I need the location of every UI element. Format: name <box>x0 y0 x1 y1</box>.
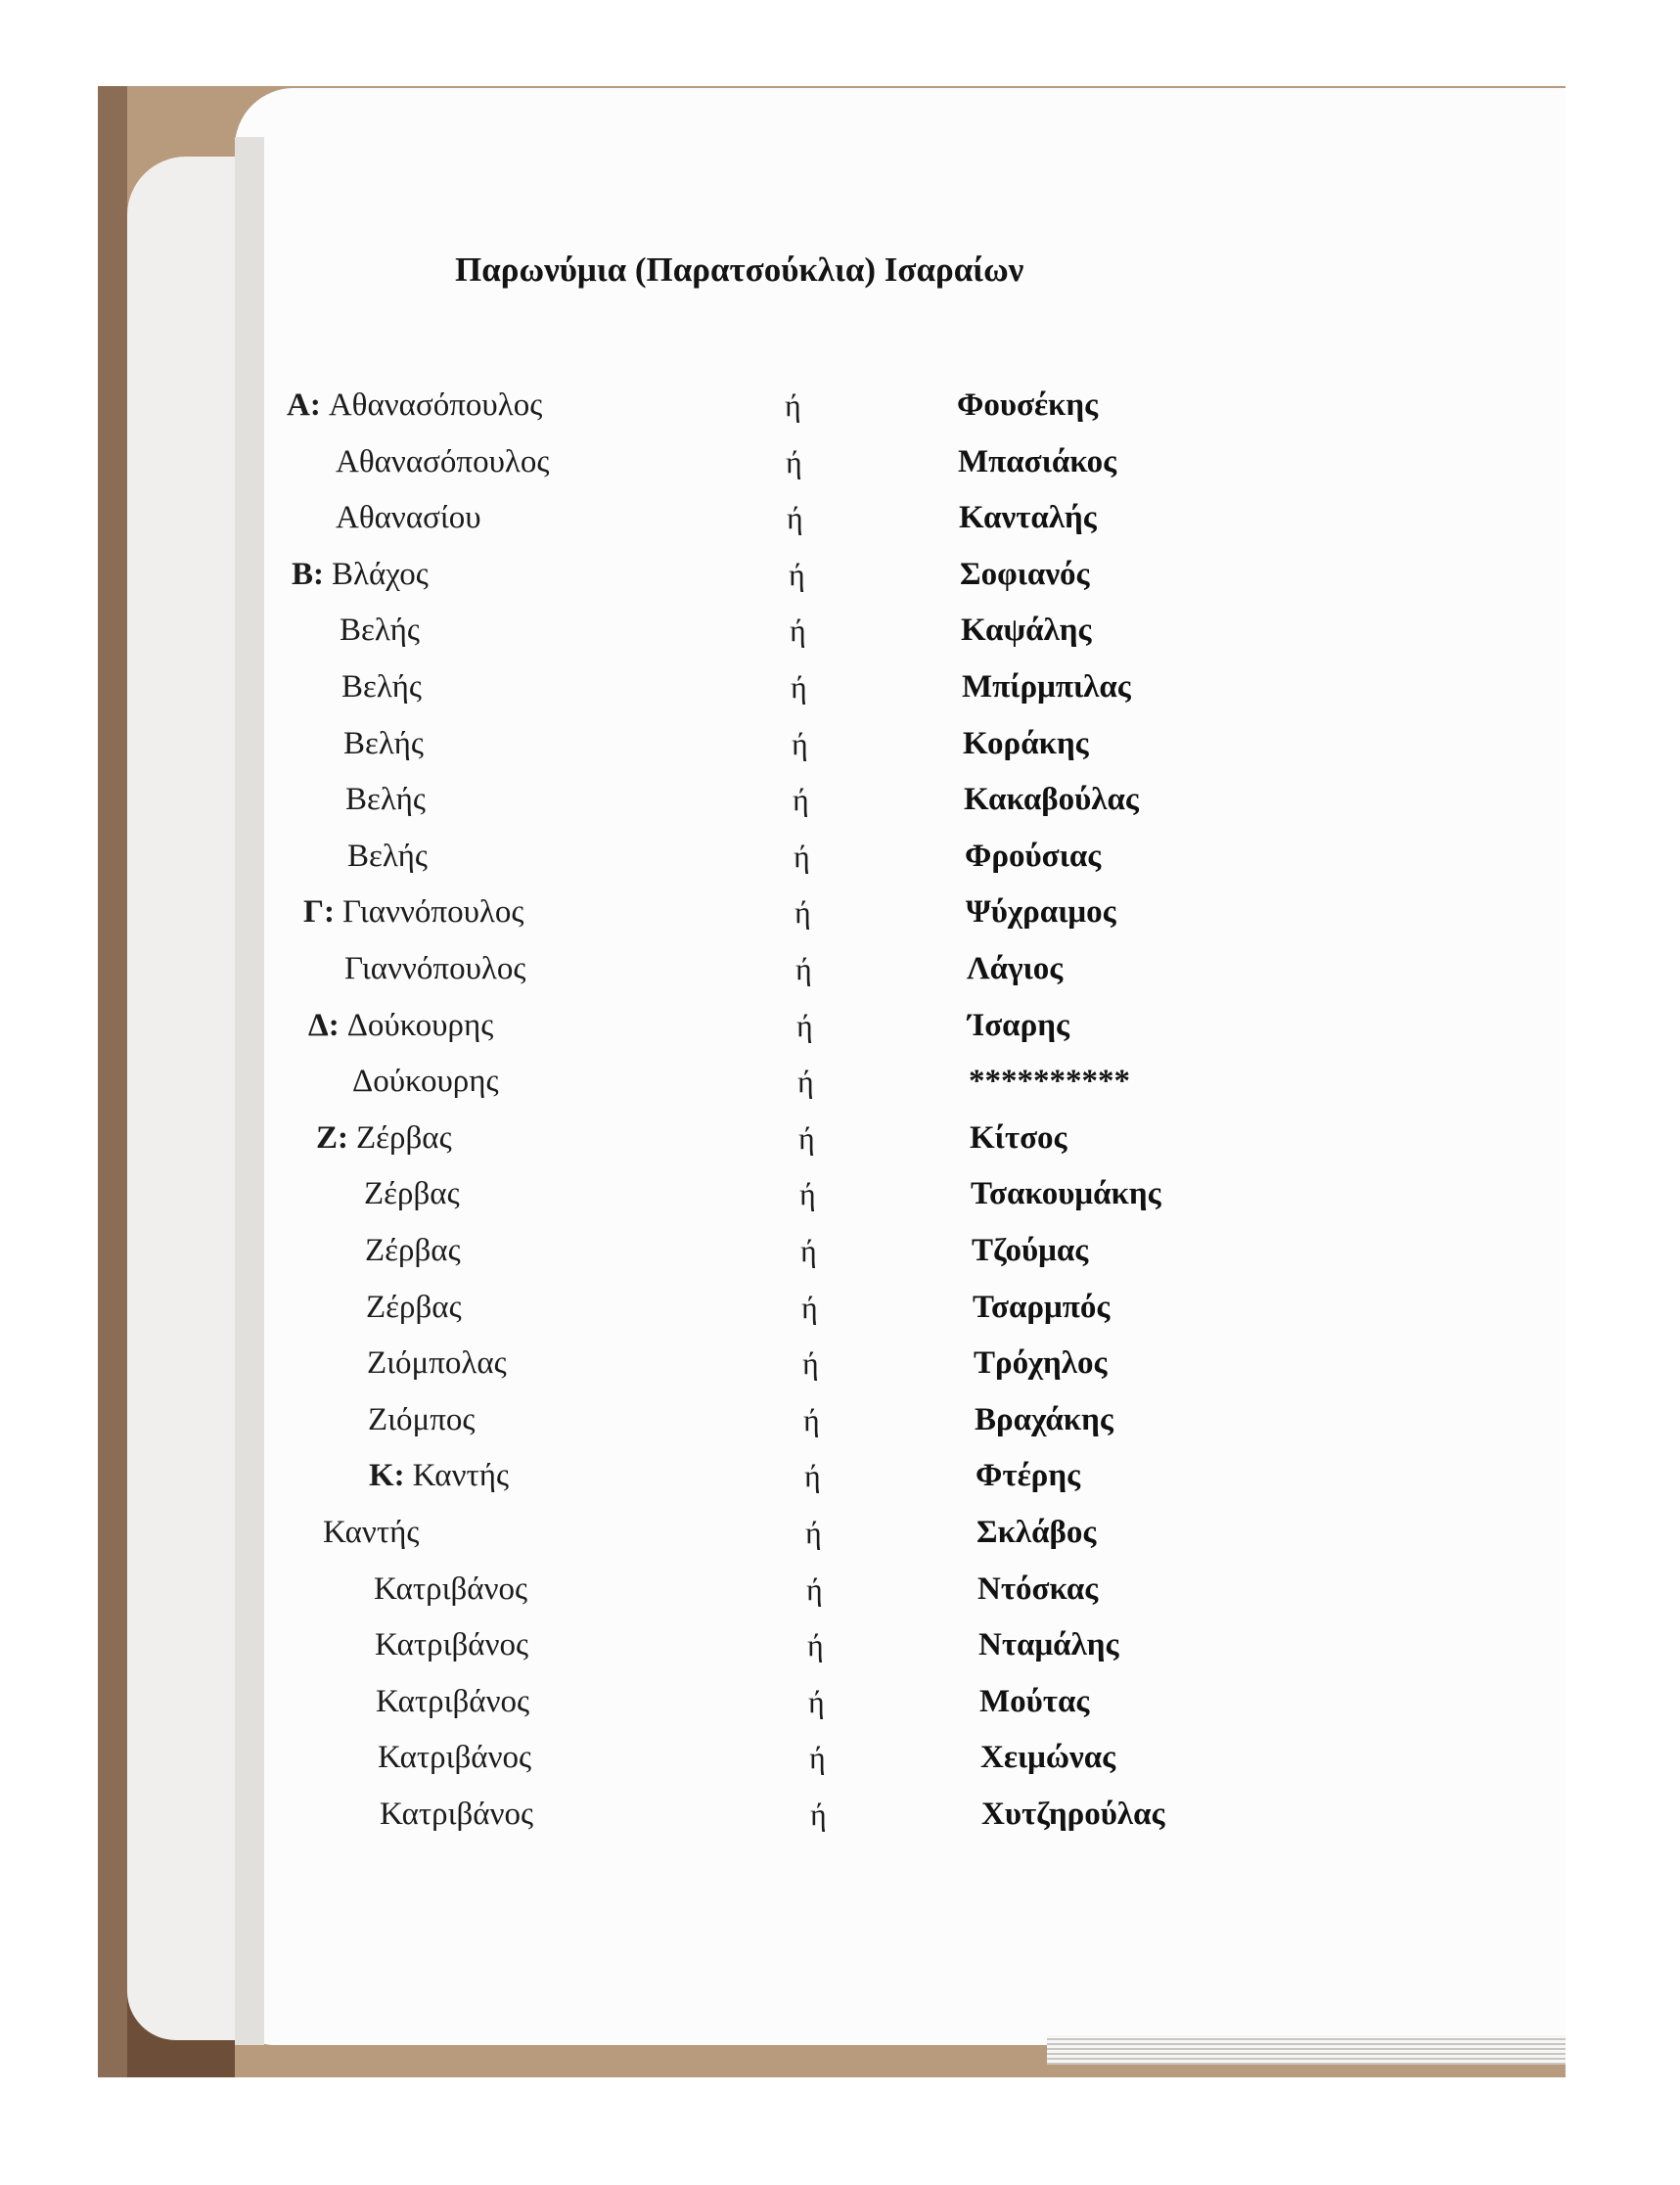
or-separator: ή <box>785 387 801 423</box>
surname: Βλάχος <box>332 556 429 592</box>
surname: Κατριβάνος <box>378 1740 532 1776</box>
surname: Γιαννόπουλος <box>344 951 526 986</box>
nickname: Τσακουμάκης <box>971 1176 1161 1212</box>
surname: Ζέρβας <box>356 1119 452 1156</box>
surname: Γιαννόπουλος <box>342 894 524 931</box>
nickname: Κακαβούλας <box>964 782 1139 818</box>
or-separator: ή <box>797 1064 814 1100</box>
or-separator: ή <box>807 1627 824 1663</box>
or-separator: ή <box>806 1570 823 1607</box>
surname: Βελής <box>341 669 422 705</box>
section-letter: Δ: <box>308 1007 340 1043</box>
nickname: Κίτσος <box>970 1119 1067 1156</box>
surname: Καντής <box>323 1515 420 1550</box>
or-separator: ή <box>794 838 810 874</box>
surname: Βελής <box>343 725 424 761</box>
or-separator: ή <box>805 1515 822 1550</box>
surname-cell <box>287 387 542 424</box>
nickname: Μούτας <box>979 1683 1090 1719</box>
table-row <box>0 387 1680 434</box>
surname-cell <box>336 444 550 480</box>
nickname: Λάγιος <box>967 951 1064 986</box>
section-letter: Κ: <box>369 1458 405 1494</box>
surname-cell <box>380 1797 533 1833</box>
or-separator: ή <box>787 500 803 536</box>
nickname: Νταμάλης <box>978 1627 1119 1663</box>
nickname: Σκλάβος <box>976 1515 1097 1550</box>
surname-cell <box>368 1402 475 1438</box>
surname-cell <box>366 1290 462 1326</box>
surname-cell <box>374 1571 527 1608</box>
section-letter: Α: <box>287 387 321 423</box>
surname: Ζιόμπολας <box>367 1345 507 1382</box>
table-row <box>0 782 1680 829</box>
surname: Αθανασίου <box>336 500 481 536</box>
surname: Βελής <box>347 838 428 874</box>
table-row <box>0 1797 1680 1844</box>
table-row <box>0 669 1680 716</box>
surname-cell <box>303 894 524 931</box>
surname-cell <box>340 613 420 649</box>
surname: Δούκουρης <box>352 1064 499 1100</box>
nickname: Ίσαρης <box>968 1007 1069 1043</box>
section-letter: Γ: <box>303 894 335 931</box>
or-separator: ή <box>808 1683 825 1719</box>
table-row <box>0 1458 1680 1505</box>
surname: Ζιόμπος <box>368 1401 476 1437</box>
surname-cell <box>292 557 429 593</box>
surname: Ζέρβας <box>366 1289 462 1325</box>
nickname: Σοφιανός <box>960 556 1090 592</box>
nickname: Ντόσκας <box>977 1570 1099 1607</box>
table-row <box>0 1627 1680 1674</box>
section-letter: Ζ: <box>316 1119 348 1156</box>
surname-cell <box>316 1120 452 1157</box>
surname-cell <box>345 782 426 818</box>
surname: Δούκουρης <box>346 1007 494 1043</box>
table-row <box>0 1515 1680 1562</box>
nickname: Μπασιάκος <box>958 443 1117 479</box>
nickname: Χυτζηρούλας <box>981 1797 1165 1832</box>
table-row <box>0 839 1680 886</box>
surname: Βελής <box>340 613 420 649</box>
table-row <box>0 1571 1680 1618</box>
surname: Ζέρβας <box>364 1176 460 1212</box>
surname-cell <box>375 1627 528 1663</box>
nickname: Μπίρμπιλας <box>962 669 1131 705</box>
table-row <box>0 557 1680 604</box>
or-separator: ή <box>792 725 808 761</box>
or-separator: ή <box>801 1289 818 1325</box>
nickname: Καψάλης <box>961 613 1092 649</box>
surname-cell <box>343 726 424 762</box>
or-separator: ή <box>798 1119 815 1156</box>
surname: Καντής <box>412 1458 510 1494</box>
surname-cell <box>369 1458 509 1494</box>
table-row <box>0 1233 1680 1280</box>
or-separator: ή <box>796 1007 813 1043</box>
table-row <box>0 444 1680 491</box>
page-title: Παρωνύμια (Παρατσούκλια) Ισαραίων <box>455 250 1024 289</box>
nickname: Ψύχραιμος <box>966 894 1116 931</box>
surname-cell <box>323 1515 419 1551</box>
surname: Αθανασόπουλος <box>328 387 543 423</box>
surname-cell <box>352 1064 499 1100</box>
or-separator: ή <box>793 782 809 818</box>
surname-cell <box>364 1176 460 1212</box>
nickname: ********** <box>969 1064 1130 1100</box>
table-row <box>0 1008 1680 1055</box>
or-separator: ή <box>803 1401 820 1437</box>
nickname: Φρούσιας <box>965 838 1102 874</box>
nickname: Τσαρμπός <box>973 1289 1111 1325</box>
surname: Κατριβάνος <box>376 1683 530 1719</box>
or-separator: ή <box>791 669 807 705</box>
table-row <box>0 951 1680 998</box>
or-separator: ή <box>802 1345 819 1382</box>
or-separator: ή <box>786 443 802 479</box>
or-separator: ή <box>804 1458 821 1494</box>
or-separator: ή <box>810 1797 827 1832</box>
nickname: Βραχάκης <box>975 1401 1113 1437</box>
table-row <box>0 1402 1680 1449</box>
table-row <box>0 1684 1680 1731</box>
surname-cell <box>336 500 481 536</box>
surname-cell <box>367 1345 507 1382</box>
nickname: Χειμώνας <box>980 1740 1116 1776</box>
nickname: Κοράκης <box>963 725 1089 761</box>
surname: Κατριβάνος <box>380 1797 534 1832</box>
nickname: Φτέρης <box>976 1458 1080 1494</box>
table-row <box>0 1345 1680 1392</box>
table-row <box>0 1290 1680 1337</box>
table-row <box>0 894 1680 941</box>
surname-cell <box>308 1008 493 1044</box>
table-row <box>0 1064 1680 1111</box>
surname: Ζέρβας <box>365 1233 461 1268</box>
nickname: Τρόχηλος <box>974 1345 1108 1382</box>
section-letter: Β: <box>292 556 324 592</box>
table-row <box>0 1740 1680 1787</box>
nickname: Φουσέκης <box>957 387 1099 423</box>
or-separator: ή <box>799 1176 816 1212</box>
surname: Κατριβάνος <box>374 1570 528 1607</box>
table-row <box>0 613 1680 660</box>
surname-cell <box>341 669 422 706</box>
nickname: Τζούμας <box>972 1233 1089 1268</box>
table-row <box>0 1120 1680 1167</box>
table-row <box>0 500 1680 547</box>
or-separator: ή <box>790 613 806 649</box>
surname-cell <box>378 1740 531 1776</box>
surname: Βελής <box>345 782 426 818</box>
surname-cell <box>376 1684 529 1720</box>
surname-cell <box>347 839 428 875</box>
table-row <box>0 726 1680 773</box>
nickname: Κανταλής <box>959 500 1097 536</box>
or-separator: ή <box>789 556 805 592</box>
or-separator: ή <box>809 1740 826 1776</box>
table-row <box>0 1176 1680 1223</box>
surname: Κατριβάνος <box>375 1627 529 1663</box>
or-separator: ή <box>800 1233 817 1268</box>
surname-cell <box>344 951 526 987</box>
or-separator: ή <box>795 951 812 986</box>
or-separator: ή <box>795 894 811 931</box>
surname: Αθανασόπουλος <box>336 443 550 479</box>
surname-cell <box>365 1233 461 1269</box>
